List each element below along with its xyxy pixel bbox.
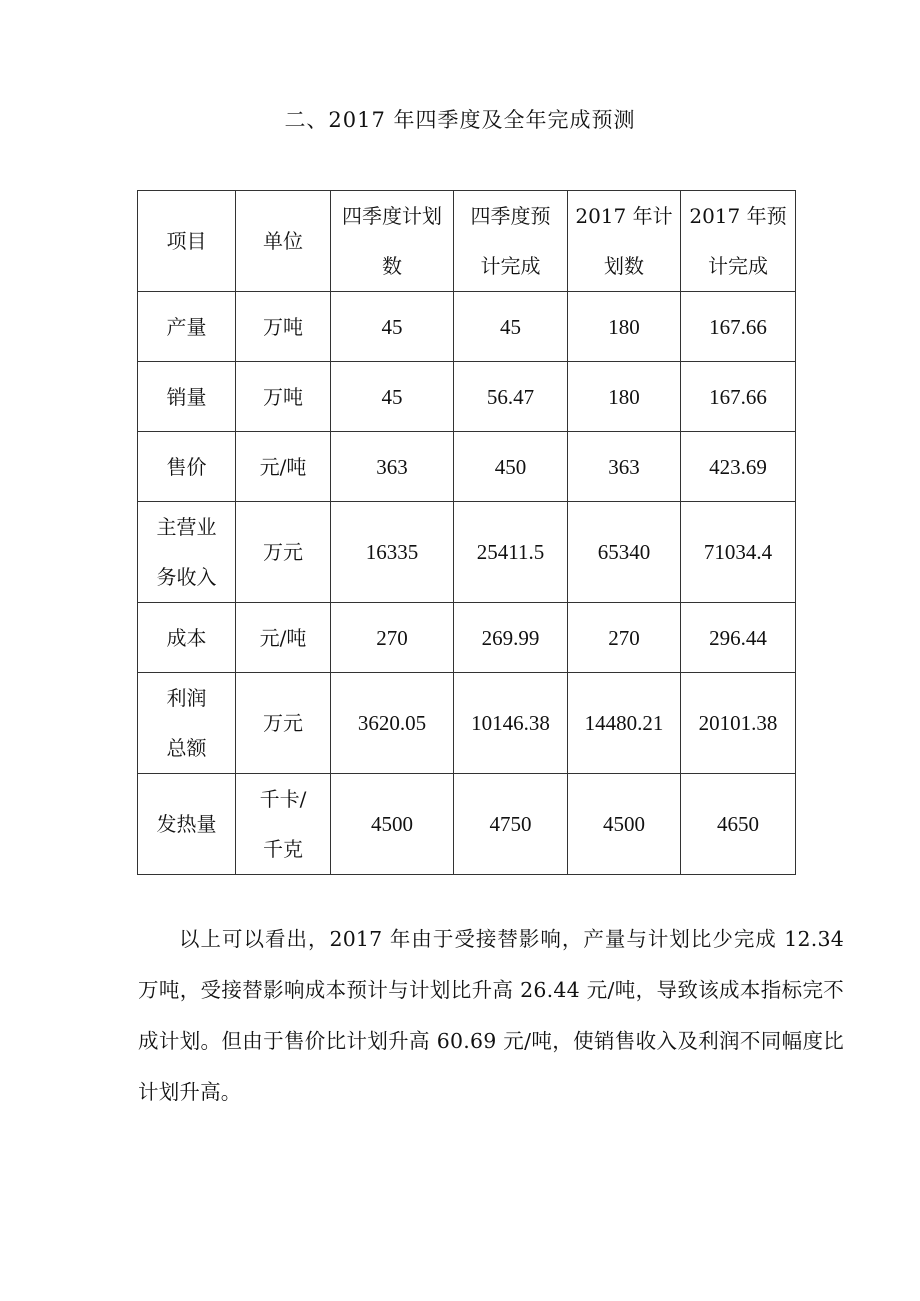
header-cell-q4-forecast: 四季度预 计完成 xyxy=(454,191,568,292)
table-cell: 20101.38 xyxy=(681,673,796,774)
row-label: 售价 xyxy=(138,432,236,502)
table-cell: 296.44 xyxy=(681,603,796,673)
table-row xyxy=(138,502,796,603)
table-row xyxy=(138,673,796,774)
table-cell: 45 xyxy=(454,292,568,362)
table-cell: 180 xyxy=(568,362,681,432)
header-cell-q4-plan: 四季度计划 数 xyxy=(331,191,454,292)
table-cell: 167.66 xyxy=(681,292,796,362)
row-label: 成本 xyxy=(138,603,236,673)
table-cell: 450 xyxy=(454,432,568,502)
row-unit: 元/吨 xyxy=(236,603,331,673)
table-cell: 4650 xyxy=(681,774,796,875)
table-cell: 4500 xyxy=(568,774,681,875)
table-cell: 3620.05 xyxy=(331,673,454,774)
header-cell-year-plan: 2017 年计 划数 xyxy=(568,191,681,292)
table-cell: 270 xyxy=(568,603,681,673)
row-label: 产量 xyxy=(138,292,236,362)
table-cell: 56.47 xyxy=(454,362,568,432)
row-unit: 万吨 xyxy=(236,362,331,432)
table-row xyxy=(138,362,796,432)
row-label: 主营业 务收入 xyxy=(138,502,236,603)
table-cell: 14480.21 xyxy=(568,673,681,774)
table-cell: 423.69 xyxy=(681,432,796,502)
table-cell: 167.66 xyxy=(681,362,796,432)
row-label: 销量 xyxy=(138,362,236,432)
table-cell: 10146.38 xyxy=(454,673,568,774)
header-cell-unit: 单位 xyxy=(236,191,331,292)
table-cell: 363 xyxy=(331,432,454,502)
table-row xyxy=(138,603,796,673)
table-cell: 270 xyxy=(331,603,454,673)
section-title: 二、2017 年四季度及全年完成预测 xyxy=(284,108,636,132)
row-label: 利润 总额 xyxy=(138,673,236,774)
table-cell: 71034.4 xyxy=(681,502,796,603)
table-cell: 269.99 xyxy=(454,603,568,673)
table-header-row xyxy=(138,191,796,292)
table-cell: 25411.5 xyxy=(454,502,568,603)
analysis-paragraph: 以上可以看出，2017 年由于受接替影响，产量与计划比少完成 12.34 万吨，受接替影响成本预计与计划比升高 26.44 元/吨，导致该成本指标完不成计划。但由于售价比计划升高 60.69 元/吨，使销售收入及利润不同幅度比计划升高。 xyxy=(138,927,844,1104)
row-unit: 万元 xyxy=(236,502,331,603)
row-unit: 万元 xyxy=(236,673,331,774)
row-unit: 元/吨 xyxy=(236,432,331,502)
header-cell-year-forecast: 2017 年预 计完成 xyxy=(681,191,796,292)
table-cell: 45 xyxy=(331,292,454,362)
table-row xyxy=(138,292,796,362)
forecast-table xyxy=(137,190,796,875)
table-cell: 180 xyxy=(568,292,681,362)
table-cell: 4750 xyxy=(454,774,568,875)
table-cell: 16335 xyxy=(331,502,454,603)
row-unit: 千卡/ 千克 xyxy=(236,774,331,875)
table-row xyxy=(138,774,796,875)
table-cell: 363 xyxy=(568,432,681,502)
table-cell: 4500 xyxy=(331,774,454,875)
row-unit: 万吨 xyxy=(236,292,331,362)
row-label: 发热量 xyxy=(138,774,236,875)
table-cell: 65340 xyxy=(568,502,681,603)
table-row xyxy=(138,432,796,502)
header-cell-item: 项目 xyxy=(138,191,236,292)
table-cell: 45 xyxy=(331,362,454,432)
